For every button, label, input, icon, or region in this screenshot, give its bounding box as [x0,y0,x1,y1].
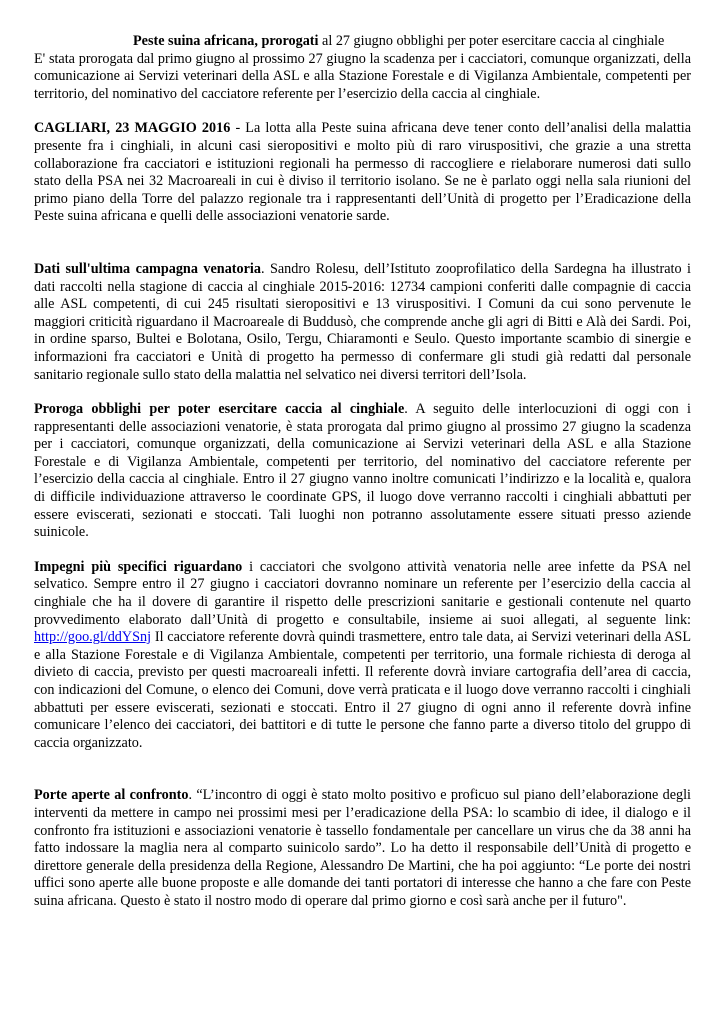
intro-paragraph [34,120,691,226]
section-proroga-heading: Proroga obblighi per poter esercitare caccia al cinghiale [34,401,405,418]
section-porte-text: . “L’incontro di oggi è stato molto positivo e proficuo sul piano dell’elaborazione degli interventi da mettere in campo nei prossimi mesi per l’eradicazione della PSA: lo scambio di idee, il dialogo e il confronto fra istituzioni e associazioni venatorie è tassello fondamentale per cancellare un virus che da 38 anni ha fatto indossare la maglia nera al comparto suinicolo sardo”. Lo ha detto il responsabile dell’Unità di progetto e direttore generale della presidenza della Regione, Alessandro De Martini, che ha poi aggiunto: “Le porte dei nostri uffici sono aperte alle buone proposte e alle domande dei tanti portatori di interesse che hanno a che fare con Peste suina africana. Questo è stato il nostro modo di operare dal primo giorno e così sarà anche per il futuro". [34,787,691,909]
section-impegni-text-after: Il cacciatore referente dovrà quindi trasmettere, entro tale data, ai Servizi veterinari della ASL e alla Stazione Forestale e di Vigilanza Ambientale, competenti per territorio, una formale richiesta di deroga al divieto di caccia, previsto per questi macroareali infetti. Il referente dovrà inviare cartografia dell’area di caccia, con indicazioni del Comune, o elenco dei Comuni, dove verrà praticata e il luogo dove verranno raccolti i cinghiali abbattuti per essere eviscerati, sezionati e stoccati. Entro il 27 giugno di ogni anno il referente dovrà infine comunicare l’elenco dei cacciatori, dei battitori e di tutte le persone che fanno parte a diverso titolo del gruppo di caccia organizzato. [34,629,691,751]
document-page [34,33,691,911]
section-porte-heading: Porte aperte al confronto [34,787,189,804]
section-proroga-paragraph [34,401,691,542]
psa-provvedimento-link[interactable]: http://goo.gl/ddYSnj [34,629,152,646]
title-rest: al 27 giugno obblighi per poter esercitare caccia al cinghiale [318,33,665,49]
dateline: CAGLIARI, 23 MAGGIO 2016 [34,120,231,137]
section-dati-paragraph [34,261,691,384]
section-impegni-text-before: i cacciatori che svolgono attività venatoria nelle aree infette da PSA nel selvatico. Sempre entro il 27 giugno i cacciatori dovranno nominare un referente per l’esercizio della caccia al cinghiale che ha il dovere di garantire il rispetto delle prescrizioni sanitarie e gestionali contenute nel quarto provvedimento elaborato dall’Unità di progetto e consultabile, insieme ai suoi allegati, al seguente link: [34,558,691,628]
spacer [34,542,691,559]
title-bold: Peste suina africana, prorogati [133,33,319,49]
spacer [34,226,691,261]
section-dati-text: . Sandro Rolesu, dell’Istituto zooprofilatico della Sardegna ha illustrato i dati raccolti nella stagione di caccia al cinghiale 2015-2016: 12734 campioni conferiti dalle compagnie di caccia alle ASL competenti, di cui 245 risultati sieropositivi e 13 viruspositivi. I Comuni da cui sono pervenute le maggiori criticità riguardano il Macroareale di Buddusò, che comprende anche gli agri di Bitti e Alà dei Sardi. Poi, in ordine sparso, Bultei e Bolotana, Osilo, Tergu, Chiaramonti e Seulo. Questo importante scambio di sinergie e informazioni fra cacciatori e Unità di progetto ha permesso di confermare gli studi già redatti dal personale sanitario regionale sullo stato della malattia nel selvatico nei diversi territori dell’Isola. [34,260,691,383]
section-impegni-heading: Impegni più specifici riguardano [34,558,243,575]
document-title [34,33,691,51]
section-impegni-paragraph [34,559,691,753]
spacer [34,103,691,120]
intro-text: - La lotta alla Peste suina africana deve tener conto dell’analisi della malattia presente fra i cinghiali, in alcuni casi sieropositivi e molto più di raro viruspositivi, che grazie a una stretta collaborazione fra cacciatori e istituzioni regionali ha permesso di raccogliere e rielaborare numerosi dati sullo stato della PSA nei 32 Macroareali in cui è diviso il territorio isolano. Se ne è parlato oggi nella sala riunioni del primo piano della Torre del palazzo regionale tra i rappresentanti dell’Unità di progetto per l’Eradicazione della Peste suina africana e quelli delle associazioni venatorie sarde. [34,120,691,225]
section-dati-heading: Dati sull'ultima campagna venatoria [34,260,261,277]
spacer [34,752,691,787]
section-porte-paragraph [34,787,691,910]
section-proroga-text: . A seguito delle interlocuzioni di oggi con i rappresentanti delle associazioni venatorie, è stata prorogata dal primo giugno al prossimo 27 giugno la scadenza per i cacciatori, comunque organizzati, della comunicazione ai Servizi veterinari della ASL e alla Stazione Forestale e di Vigilanza Ambientale, competenti per territorio, del nominativo del cacciatore referente per l’esercizio della caccia al cinghiale. Entro il 27 giugno vanno inoltre comunicati l’indirizzo e la località e, qualora di difficile individuazione attraverso le coordinate GPS, il luogo dove verranno raccolti i cinghiali abbattuti per essere eviscerati, sezionati e stoccati. Tali luoghi non potranno assolutamente essere situati presso aziende suinicole. [34,401,691,541]
document-subtitle: E' stata prorogata dal primo giugno al prossimo 27 giugno la scadenza per i cacciatori, comunque organizzati, della comunicazione ai Servizi veterinari della ASL e alla Stazione Forestale e di Vigilanza Ambientale, competenti per territorio, del nominativo del cacciatore referente per l’esercizio della caccia al cinghiale. [34,50,691,102]
spacer [34,384,691,401]
